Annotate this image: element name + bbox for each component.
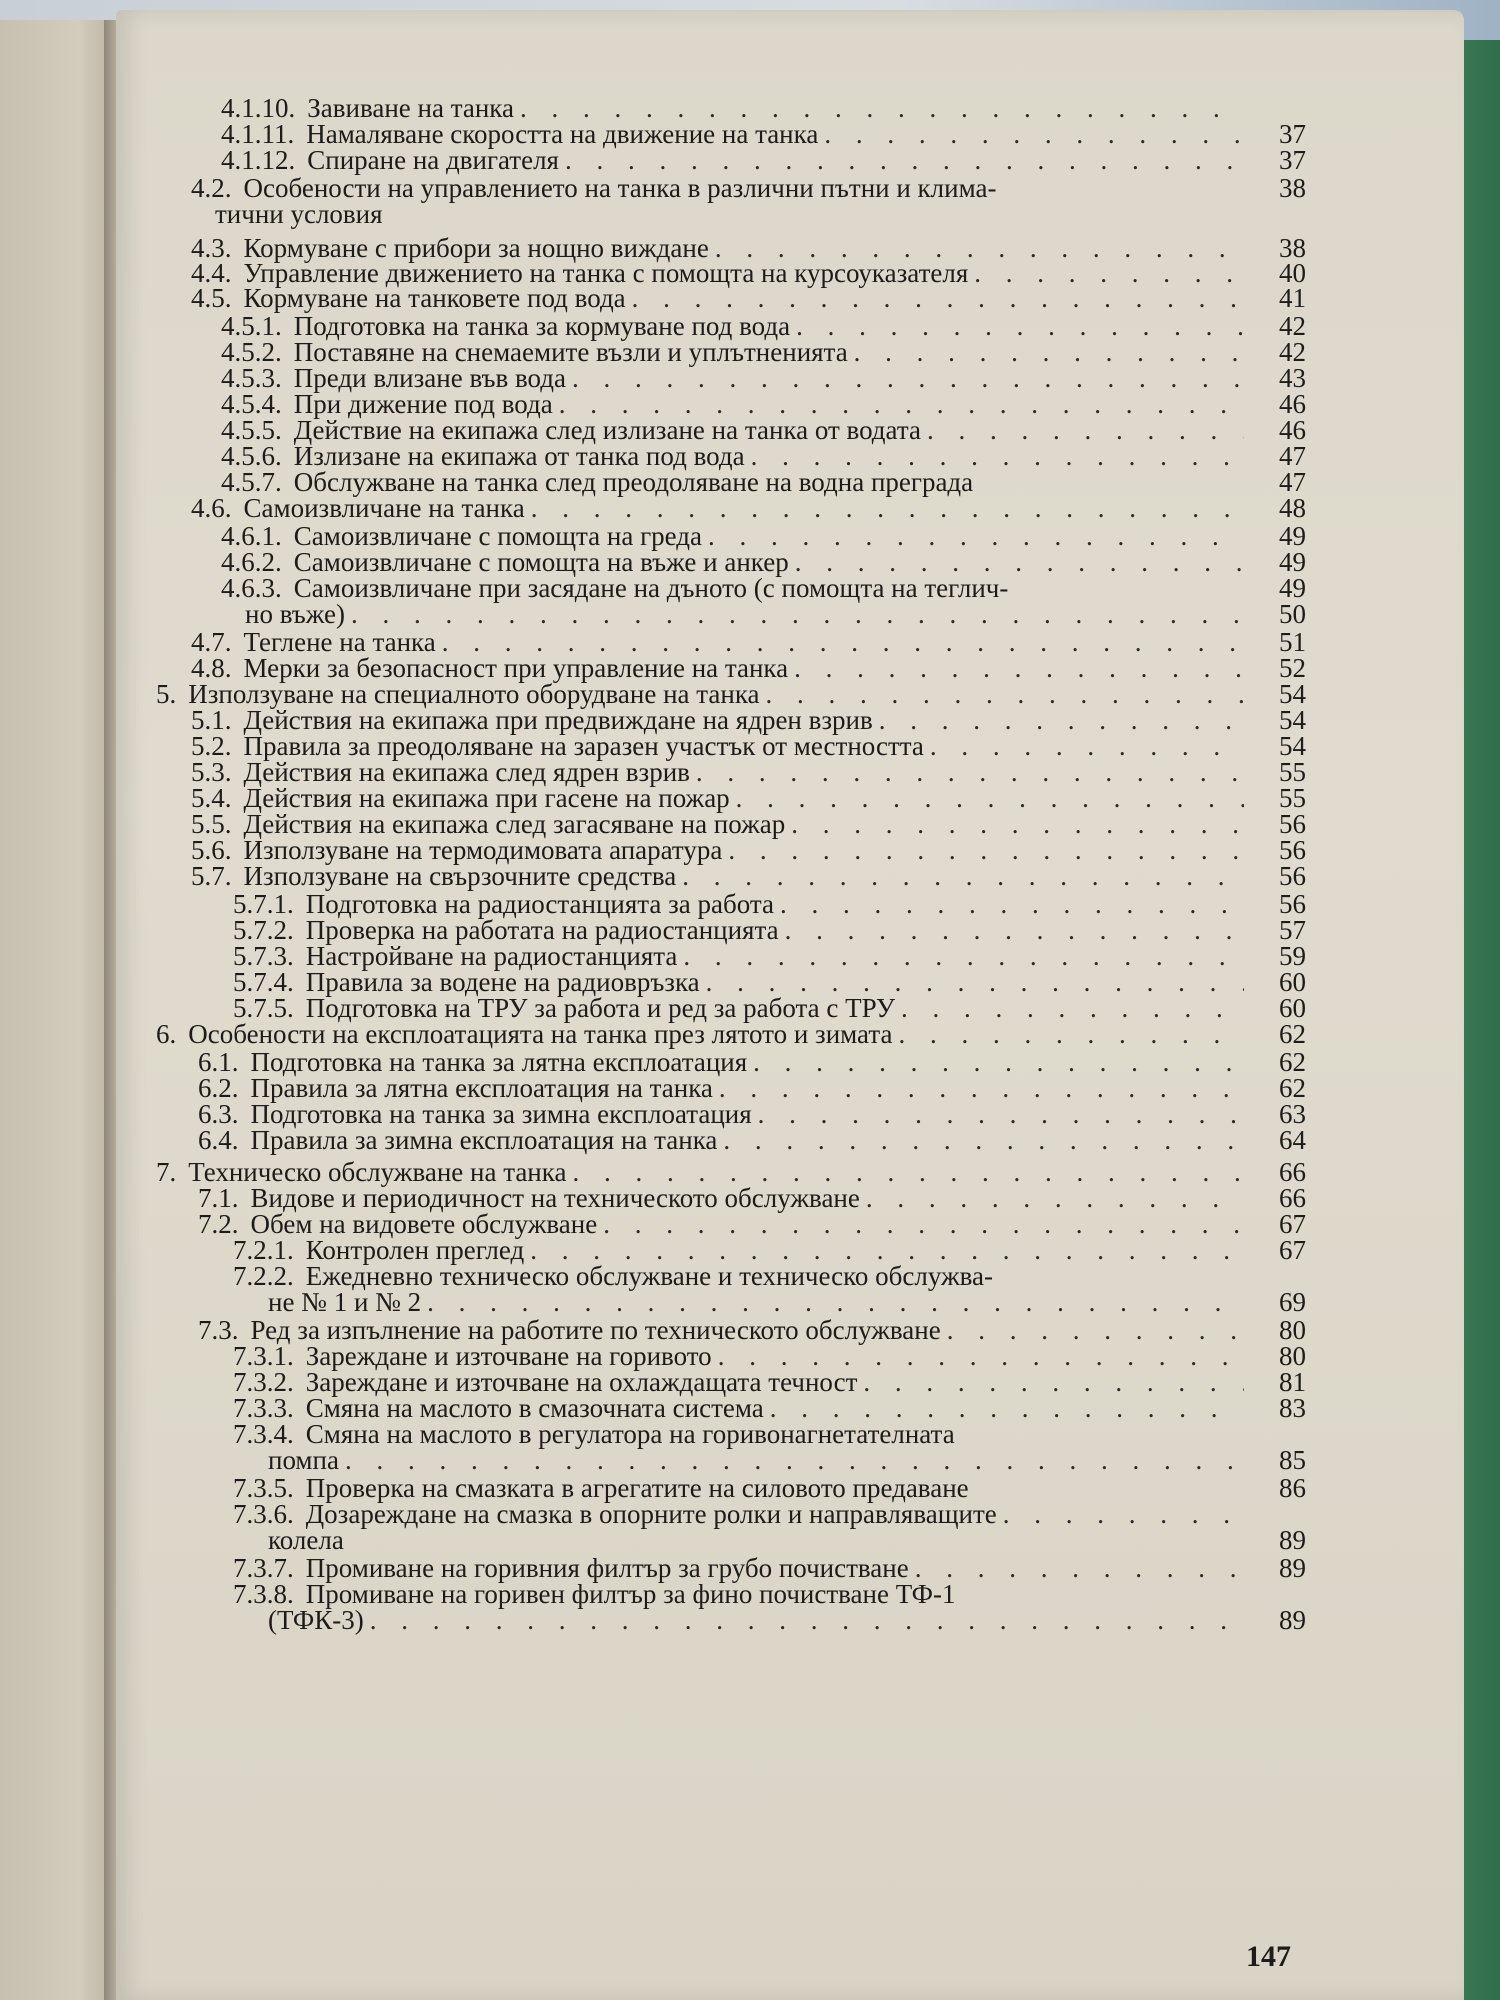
- toc-entry-page: 50: [1279, 599, 1306, 629]
- toc-entry-page: 48: [1279, 493, 1306, 523]
- left-page-edge: [0, 20, 112, 2000]
- toc-entry-number: 4.6.2.: [221, 547, 282, 577]
- toc-entry-page: 67: [1279, 1209, 1306, 1239]
- toc-entry-number: 5.1.: [191, 705, 232, 735]
- toc-entry-number: 7.2.: [198, 1209, 239, 1239]
- toc-entry-title: Промиване на горивен филтър за фино почистване ТФ-1: [305, 1579, 956, 1609]
- toc-entry-page: 49: [1279, 573, 1306, 603]
- toc-entry-title: колела: [268, 1525, 344, 1555]
- toc-entry-title: Подготовка на танка за зимна експлоатация: [250, 1099, 752, 1129]
- toc-entry-number: 4.5.: [191, 283, 232, 313]
- toc-entry-number: 7.3.6.: [233, 1499, 294, 1529]
- toc-entry-page: 62: [1279, 1047, 1306, 1077]
- toc-entry-title: Промиване на горивния филтър за грубо почистване: [305, 1553, 909, 1583]
- toc-entry-title: Обем на видовете обслужване: [250, 1209, 598, 1239]
- toc-entry-page: 81: [1279, 1367, 1306, 1397]
- toc-entry-title: Самоизвличане на танка: [243, 493, 525, 523]
- toc-entry-number: 4.6.3.: [221, 573, 282, 603]
- toc-entry-title: Подготовка на танка за лятна експлоатация: [250, 1047, 748, 1077]
- toc-entry-page: 54: [1279, 705, 1306, 735]
- toc-entry-title: Кормуване на танковете под вода: [243, 283, 626, 313]
- toc-entry-title: Правила за лятна експлоатация на танка: [250, 1073, 713, 1103]
- toc-entry-page: 46: [1279, 389, 1306, 419]
- toc-entry-page: 54: [1279, 731, 1306, 761]
- toc-entry-page: 56: [1279, 835, 1306, 865]
- toc-entry-page: 60: [1279, 993, 1306, 1023]
- toc-entry-page: 38: [1279, 173, 1306, 203]
- toc-entry-title: но въже): [245, 599, 346, 629]
- toc-entry-page: 57: [1279, 915, 1306, 945]
- toc-entry-title: Зареждане и източване на охлаждащата течност: [305, 1367, 858, 1397]
- toc-entry-number: 7.3.8.: [233, 1579, 294, 1609]
- toc-entry-number: 4.1.10.: [221, 93, 296, 123]
- toc-entry-page: 37: [1279, 145, 1306, 175]
- toc-entry-number: 6.1.: [198, 1047, 239, 1077]
- toc-entry-title: Самоизвличане при засядане на дъното (с помощта на теглич-: [293, 573, 1009, 603]
- toc-entry-page: 42: [1279, 311, 1306, 341]
- toc-entry-title: Излизане на екипажа от танка под вода: [293, 441, 745, 471]
- toc-entry-title: Правила за зимна експлоатация на танка: [250, 1125, 718, 1155]
- toc-entry-title: Спиране на двигателя: [307, 145, 559, 175]
- toc-entry-title: Преди влизане във вода: [293, 363, 567, 393]
- toc-entry: [268, 1604, 1244, 1636]
- toc-entry-page: 85: [1279, 1445, 1306, 1475]
- toc-entry-page: 66: [1279, 1183, 1306, 1213]
- toc-entry-number: 6.2.: [198, 1073, 239, 1103]
- toc-entry-page: 80: [1279, 1341, 1306, 1371]
- toc-page: [116, 10, 1464, 2000]
- toc-entry-number: 4.5.1.: [221, 311, 282, 341]
- toc-entry-number: 4.5.7.: [221, 467, 282, 497]
- toc-entry-number: 7.3.5.: [233, 1473, 294, 1503]
- toc-entry-page: 49: [1279, 547, 1306, 577]
- toc-entry-number: 4.1.12.: [221, 145, 296, 175]
- dot-leader: [723, 1124, 1244, 1156]
- toc-entry-number: 6.: [156, 1019, 177, 1049]
- toc-entry-number: 4.8.: [191, 653, 232, 683]
- toc-entry-page: 43: [1279, 363, 1306, 393]
- toc-entry-page: 80: [1279, 1315, 1306, 1345]
- toc-entry-page: 83: [1279, 1393, 1306, 1423]
- toc-entry-number: 4.4.: [191, 258, 232, 288]
- toc-entry-page: 52: [1279, 653, 1306, 683]
- toc-entry-number: 5.6.: [191, 835, 232, 865]
- toc-entry-title: Смяна на маслото в регулатора на горивонагнетателната: [305, 1419, 955, 1449]
- toc-entry-number: 5.: [156, 679, 177, 709]
- toc-entry-number: 6.4.: [198, 1125, 239, 1155]
- toc-entry-number: 4.5.3.: [221, 363, 282, 393]
- toc-entry-number: 5.5.: [191, 809, 232, 839]
- toc-entry-title: Проверка на смазката в агрегатите на силовото предаване: [305, 1473, 969, 1503]
- toc-entry-number: 5.7.2.: [233, 915, 294, 945]
- toc-entry-title: (ТФК-3): [268, 1605, 364, 1635]
- toc-entry-page: 46: [1279, 415, 1306, 445]
- toc-entry-number: 4.5.4.: [221, 389, 282, 419]
- toc-entry-page: 38: [1279, 233, 1306, 263]
- toc-entry-number: 5.3.: [191, 757, 232, 787]
- toc-entry-number: 6.3.: [198, 1099, 239, 1129]
- toc-entry-page: 42: [1279, 337, 1306, 367]
- toc-entry-title: Настройване на радиостанцията: [305, 941, 678, 971]
- toc-entry-number: 7.: [156, 1157, 177, 1187]
- toc-entry-title: Кормуване с прибори за нощно виждане: [243, 233, 709, 263]
- toc-entry-number: 5.7.3.: [233, 941, 294, 971]
- toc-entry-title: Контролен преглед: [305, 1235, 525, 1265]
- toc-entry-number: 4.2.: [191, 173, 232, 203]
- toc-entry-title: Проверка на работата на радиостанцията: [305, 915, 779, 945]
- toc-entry-title: Самоизвличане с помощта на греда: [293, 521, 703, 551]
- toc-entry-page: 55: [1279, 757, 1306, 787]
- toc-entry-page: 63: [1279, 1099, 1306, 1129]
- toc-entry-page: 62: [1279, 1019, 1306, 1049]
- toc-entry-title: Подготовка на радиостанцията за работа: [305, 889, 775, 919]
- toc-entry-title: Действия на екипажа при предвиждане на ядрен взрив: [243, 705, 873, 735]
- toc-entry-number: 7.3.7.: [233, 1553, 294, 1583]
- toc-entry: [215, 198, 1244, 230]
- toc-entry-title: Поставяне на снемаемите възли и уплътненията: [293, 337, 848, 367]
- toc-entry-title: Ред за изпълнение на работите по техническото обслужване: [250, 1315, 941, 1345]
- toc-entry-title: Особености на управлението на танка в различни пътни и клима-: [243, 173, 997, 203]
- toc-entry-title: Самоизвличане с помощта на въже и анкер: [293, 547, 789, 577]
- toc-entry-number: 5.7.1.: [233, 889, 294, 919]
- toc-entry-number: 5.7.4.: [233, 967, 294, 997]
- toc-entry-number: 4.3.: [191, 233, 232, 263]
- toc-entry-page: 86: [1279, 1473, 1306, 1503]
- toc-entry-page: 47: [1279, 441, 1306, 471]
- toc-entry-title: тични условия: [215, 199, 383, 229]
- toc-entry-page: 49: [1279, 521, 1306, 551]
- toc-entry-title: Дозареждане на смазка в опорните ролки и направляващите: [305, 1499, 997, 1529]
- toc-entry-number: 4.6.1.: [221, 521, 282, 551]
- toc-entry-number: 7.3.1.: [233, 1341, 294, 1371]
- toc-entry-title: Видове и периодичност на техническото обслужване: [250, 1183, 860, 1213]
- toc-entry-number: 4.7.: [191, 627, 232, 657]
- toc-entry-number: 7.3.: [198, 1315, 239, 1345]
- toc-entry-number: 5.4.: [191, 783, 232, 813]
- toc-entry-page: 62: [1279, 1073, 1306, 1103]
- toc-entry-title: Смяна на маслото в смазочната система: [305, 1393, 764, 1423]
- toc-entry-title: Правила за преодоляване на заразен участък от местността: [243, 731, 924, 761]
- toc-entry-number: 5.7.5.: [233, 993, 294, 1023]
- toc-entry-page: 56: [1279, 861, 1306, 891]
- toc-entry-title: Използуване на свързочните средства: [243, 861, 677, 891]
- toc-entry-title: помпа: [268, 1445, 339, 1475]
- toc-entry-page: 64: [1279, 1125, 1306, 1155]
- toc-entry-number: 5.7.: [191, 861, 232, 891]
- toc-entry-number: 4.5.6.: [221, 441, 282, 471]
- toc-entry-title: Използуване на специалното оборудване на танка: [188, 679, 760, 709]
- toc-entry-page: 56: [1279, 809, 1306, 839]
- toc-entry-page: 47: [1279, 467, 1306, 497]
- toc-entry-title: При дижение под вода: [293, 389, 553, 419]
- toc-entry-title: Особености на експлоатацията на танка през лятото и зимата: [188, 1019, 893, 1049]
- toc-entry-title: Ежедневно техническо обслужване и техническо обслужва-: [305, 1261, 993, 1291]
- toc-entry-title: не № 1 и № 2: [268, 1287, 422, 1317]
- page-number: 147: [1246, 1940, 1291, 1973]
- toc-entry-number: 7.2.2.: [233, 1261, 294, 1291]
- toc-entry-page: 41: [1279, 283, 1306, 313]
- toc-entry-title: Действия на екипажа при гасене на пожар: [243, 783, 730, 813]
- toc-entry-page: 89: [1279, 1605, 1306, 1635]
- dot-leader: [370, 1604, 1244, 1636]
- toc-entry-page: 51: [1279, 627, 1306, 657]
- toc-entry-page: 66: [1279, 1157, 1306, 1187]
- toc-entry-number: 5.2.: [191, 731, 232, 761]
- toc-entry-title: Зареждане и източване на горивото: [305, 1341, 712, 1371]
- toc-entry-page: 59: [1279, 941, 1306, 971]
- toc-entry-page: 40: [1279, 258, 1306, 288]
- toc-entry-title: Завиване на танка: [307, 93, 514, 123]
- toc-entry-page: 89: [1279, 1525, 1306, 1555]
- table-of-contents: [116, 10, 1464, 2000]
- toc-entry-title: Теглене на танка: [243, 627, 436, 657]
- toc-entry-number: 7.2.1.: [233, 1235, 294, 1265]
- toc-entry-title: Подготовка на ТРУ за работа и ред за работа с ТРУ: [305, 993, 896, 1023]
- toc-entry-page: 55: [1279, 783, 1306, 813]
- toc-entry-title: Правила за водене на радиовръзка: [305, 967, 700, 997]
- toc-entry-number: 7.3.4.: [233, 1419, 294, 1449]
- toc-entry-title: Управление движението на танка с помощта на курсоуказателя: [243, 258, 969, 288]
- toc-entry-number: 7.3.2.: [233, 1367, 294, 1397]
- toc-entry-page: 89: [1279, 1553, 1306, 1583]
- toc-entry-number: 4.1.11.: [221, 119, 295, 149]
- toc-entry-page: 67: [1279, 1235, 1306, 1265]
- toc-entry-number: 7.1.: [198, 1183, 239, 1213]
- toc-entry-title: Подготовка на танка за кормуване под вода: [293, 311, 791, 341]
- toc-entry-page: 60: [1279, 967, 1306, 997]
- toc-entry-number: 4.6.: [191, 493, 232, 523]
- toc-entry-page: 54: [1279, 679, 1306, 709]
- toc-entry-page: 56: [1279, 889, 1306, 919]
- toc-entry-number: 4.5.5.: [221, 415, 282, 445]
- toc-entry-title: Мерки за безопасност при управление на танка: [243, 653, 789, 683]
- toc-entry-number: 7.3.3.: [233, 1393, 294, 1423]
- toc-entry-title: Действие на екипажа след излизане на танка от водата: [293, 415, 921, 445]
- toc-entry-title: Действия на екипажа след ядрен взрив: [243, 757, 690, 787]
- toc-entry-title: Обслужване на танка след преодоляване на водна преграда: [293, 467, 974, 497]
- toc-entry: [198, 1124, 1244, 1156]
- toc-entry-title: Действия на екипажа след загасяване на пожар: [243, 809, 786, 839]
- toc-entry-title: Намаляване скоростта на движение на танка: [306, 119, 819, 149]
- toc-entry-number: 4.5.2.: [221, 337, 282, 367]
- toc-entry-title: Използуване на термодимовата апаратура: [243, 835, 723, 865]
- toc-entry-title: Техническо обслужване на танка: [188, 1157, 567, 1187]
- toc-entry-page: 69: [1279, 1287, 1306, 1317]
- toc-entry-page: 37: [1279, 119, 1306, 149]
